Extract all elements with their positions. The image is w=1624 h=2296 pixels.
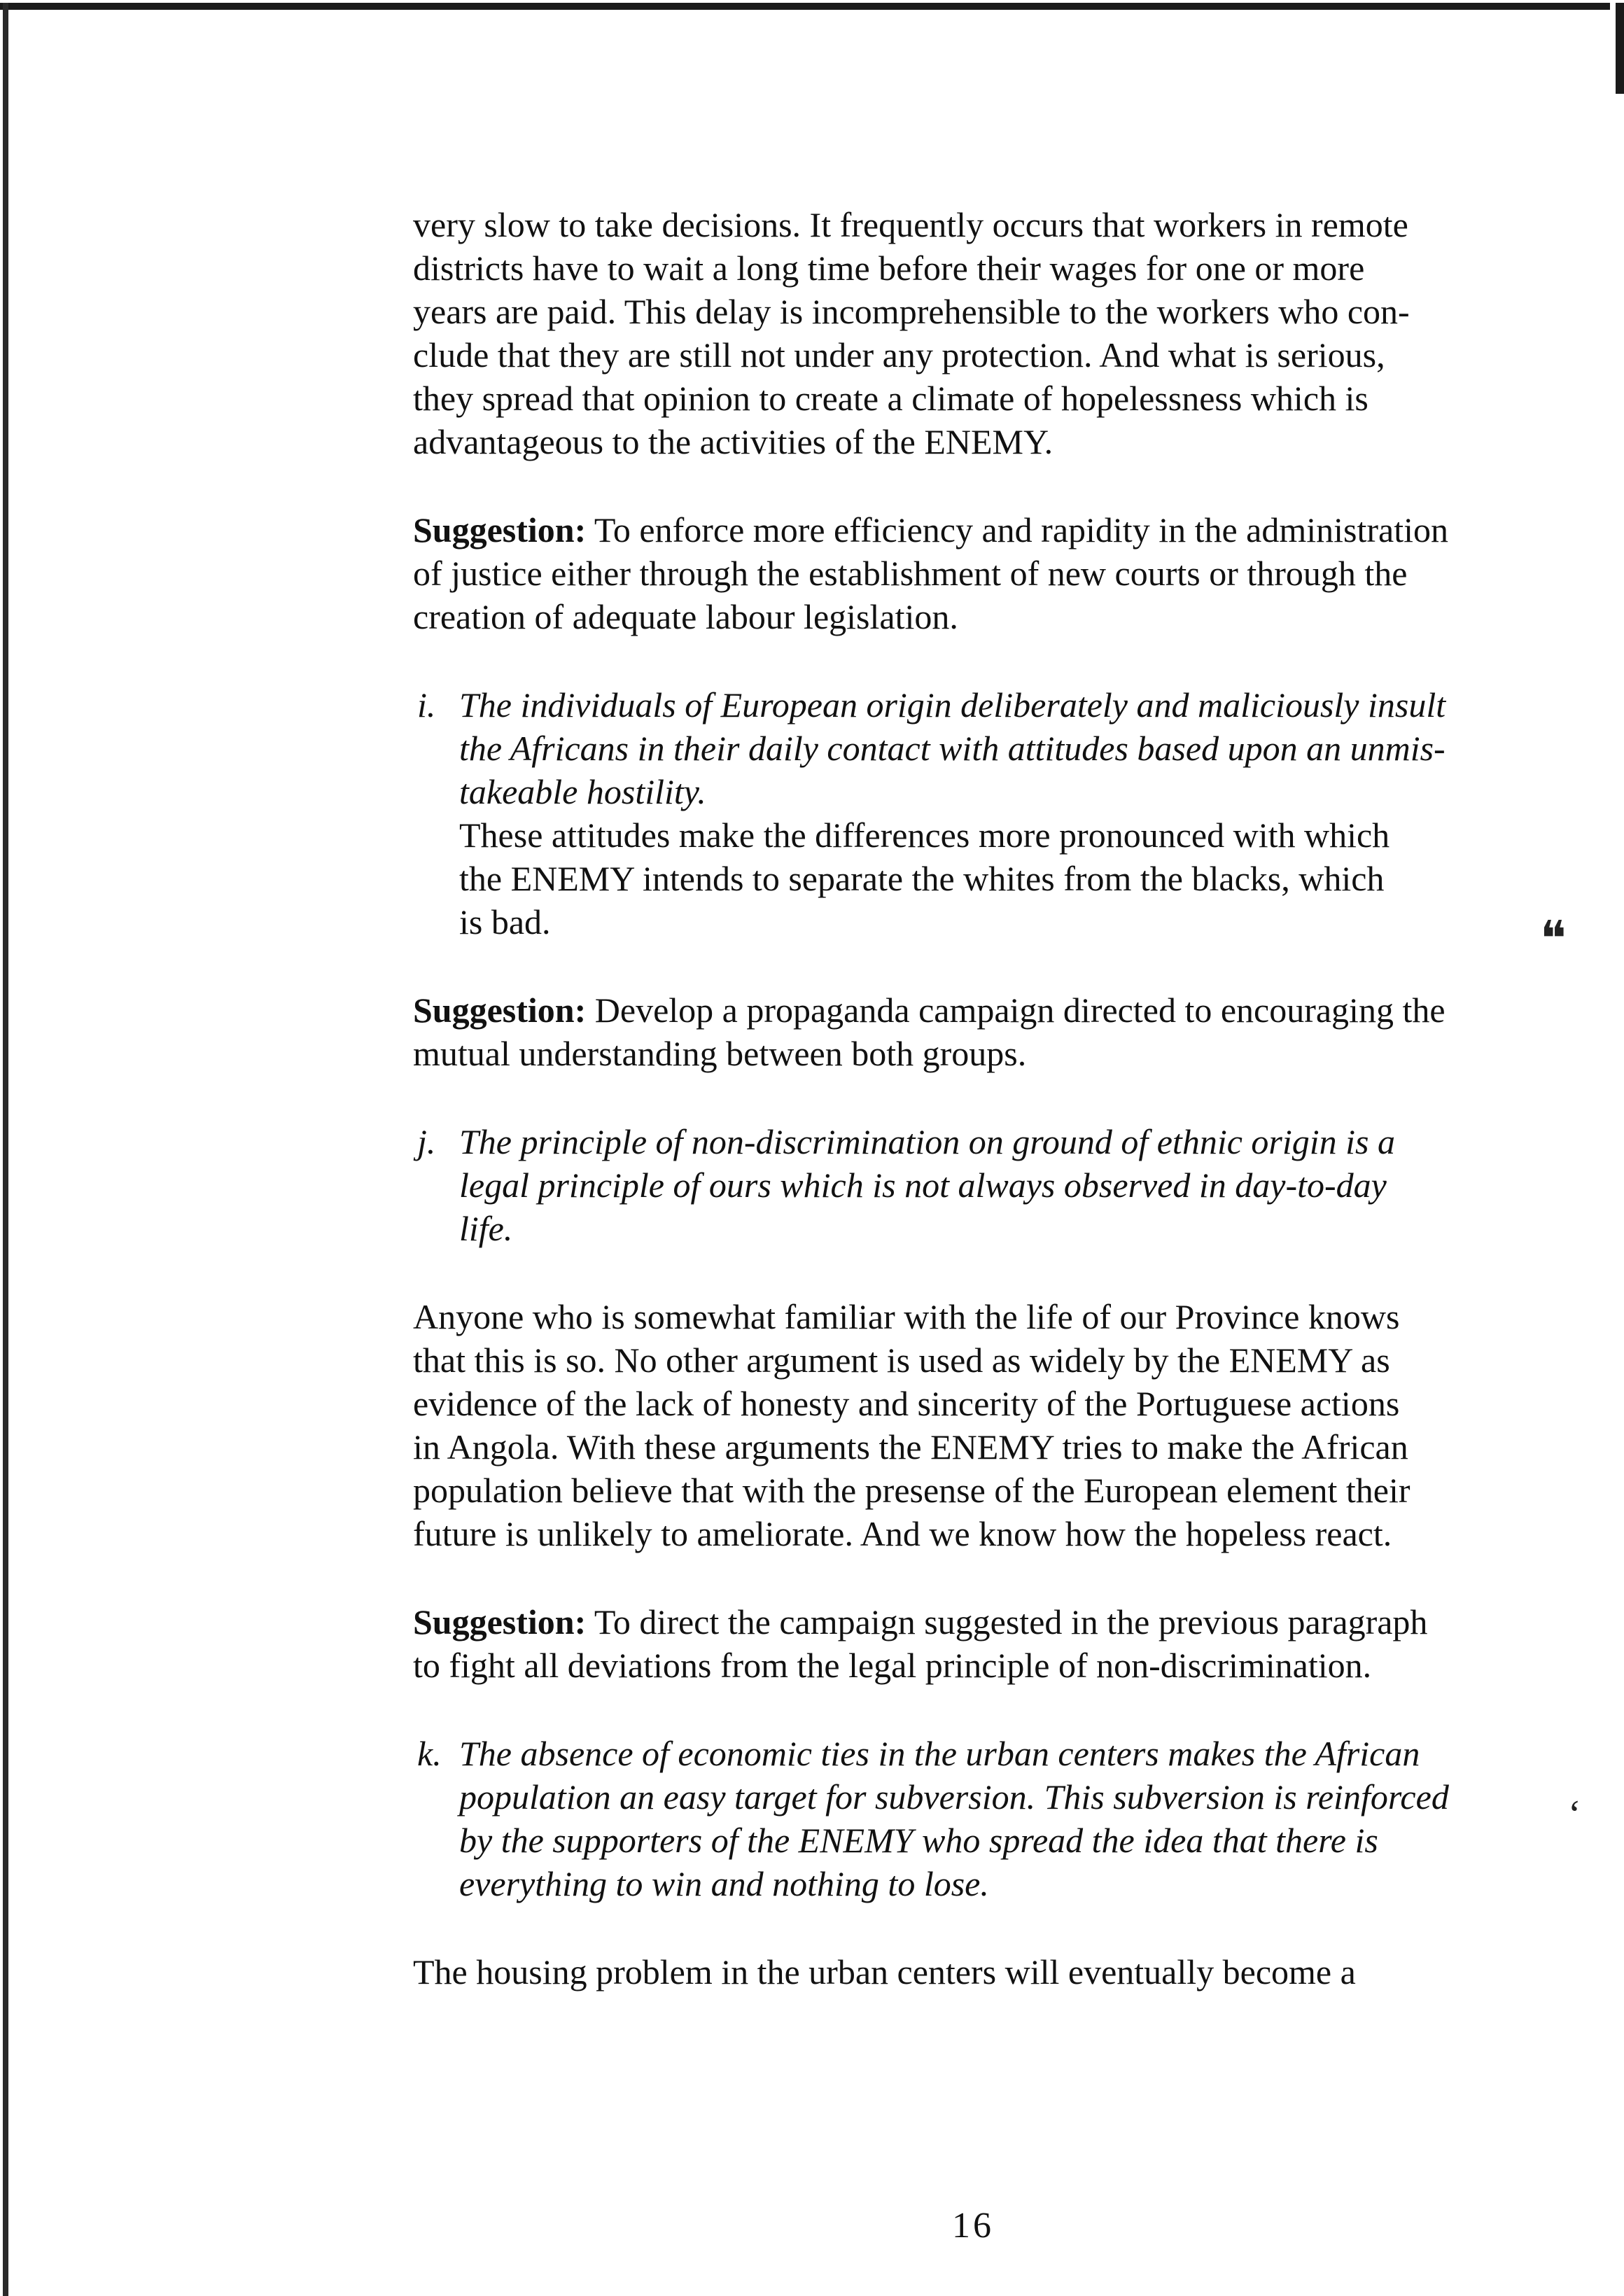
suggestion-justice: Suggestion: To enforce more efficiency and rapidity in the administration of justice either through the establishment of new courts or through the creation of adequate labour legislation. [413, 510, 1449, 636]
item-i: i. The individuals of European origin deliberately and maliciously insult the Africans in their daily contact with attitudes based upon an unmis- takeable hostility. These attitudes make the differences more pronounced with which the ENEMY intends to separate the whites from the blacks, which is bad. [413, 683, 1589, 944]
item-j: j. The principle of non-discrimination on ground of ethnic origin is a legal principle of ours which is not always observed in day-to-day life. [413, 1120, 1589, 1250]
scan-artifact-mark: ❝ [1540, 913, 1567, 967]
suggestion-label: Suggestion: [413, 990, 587, 1030]
document-body [413, 203, 1589, 1994]
item-marker: i. [417, 685, 436, 724]
suggestion-label: Suggestion: [413, 1602, 587, 1642]
scan-edge-top [0, 3, 1610, 10]
scan-edge-right [1616, 3, 1624, 94]
paragraph-wages-delay: very slow to take decisions. It frequently occurs that workers in remote districts have to wait a long time before their wages for one or more years are paid. This delay is incomprehensible to the workers who con- clude that they are still not under any protection. And what is serious, they spread that opinion to create a climate of hopelessness which is advantageous to the activities of the ENEMY. [413, 205, 1410, 461]
item-k: k. The absence of economic ties in the urban centers makes the African population an easy target for subversion. This subversion is reinforced by the supporters of the ENEMY who spread the idea that there is everything to win and nothing to lose. [413, 1732, 1589, 1905]
scan-artifact-mark: ‘ [1568, 1793, 1581, 1836]
suggestion-propaganda: Suggestion: Develop a propaganda campaign directed to encouraging the mutual understanding between both groups. [413, 990, 1446, 1073]
item-marker: j. [417, 1122, 436, 1161]
item-marker: k. [417, 1734, 442, 1773]
paragraph-province: Anyone who is somewhat familiar with the life of our Province knows that this is so. No other argument is used as widely by the ENEMY as evidence of the lack of honesty and sincerity of the Portuguese actions in Angola. With these arguments the ENEMY tries to make the African population believe that with the presense of the European element their future is unlikely to ameliorate. And we know how the hopeless react. [413, 1297, 1410, 1553]
paragraph-housing: The housing problem in the urban centers will eventually become a [413, 1952, 1356, 1991]
scan-edge-left [3, 3, 8, 2296]
page-number: 16 [952, 2206, 994, 2246]
suggestion-non-discrimination: Suggestion: To direct the campaign suggested in the previous paragraph to fight all deviations from the legal principle of non-discrimination. [413, 1602, 1428, 1685]
suggestion-label: Suggestion: [413, 510, 587, 550]
